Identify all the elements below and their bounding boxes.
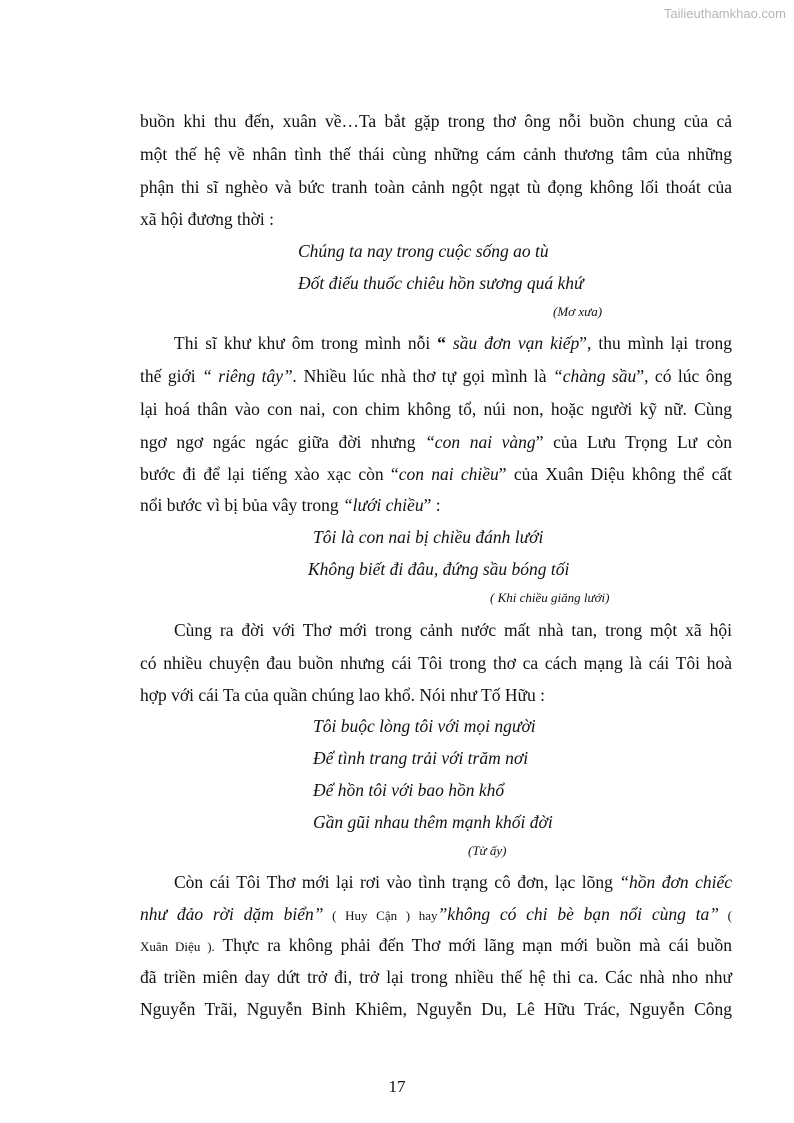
poem-1-line-1: Chúng ta nay trong cuộc sống ao tù [298, 241, 549, 261]
poem-2-line-2: Không biết đi đâu, đứng sầu bóng tối [308, 559, 570, 579]
paragraph-4-line-4: đã triền miên day dứt trở đi, trở lại trong nhiều thế hệ thi ca. Các nhà nho như [140, 967, 732, 987]
poem-1-source: (Mơ xưa) [553, 304, 603, 319]
poem-3-source: (Từ ấy) [468, 843, 507, 858]
paragraph-4-line-1: Còn cái Tôi Thơ mới lại rơi vào tình trạng cô đơn, lạc lõng “hồn đơn chiếc [174, 872, 732, 892]
paragraph-4-line-3: Xuân Diệu ). Thực ra không phải đến Thơ mới lãng mạn mới buồn mà cái buồn [140, 935, 732, 955]
paragraph-1-line-1: buồn khi thu đến, xuân về…Ta bắt gặp trong thơ ông nỗi buồn chung của cả [140, 111, 732, 131]
page-number: 17 [388, 1077, 406, 1096]
poem-3-line-4: Gần gũi nhau thêm mạnh khối đời [313, 812, 553, 832]
poem-3-line-1: Tôi buộc lòng tôi với mọi người [313, 716, 536, 736]
paragraph-2-line-4: ngơ ngơ ngác ngác giữa đời nhưng “con nai vàng” của Lưu Trọng Lư còn [140, 432, 732, 452]
paragraph-2-line-6: nổi bước vì bị bủa vây trong “lưới chiều” : [140, 495, 441, 515]
paragraph-2-line-5: bước đi để lại tiếng xào xạc còn “con nai chiều” của Xuân Diệu không thể cất [140, 464, 732, 484]
paragraph-1-line-3: phận thi sĩ nghèo và bức tranh toàn cảnh ngột ngạt tù đọng không lối thoát của [140, 177, 732, 197]
paragraph-1-line-2: một thế hệ về nhân tình thế thái cùng những cám cảnh thương tâm của những [140, 144, 732, 164]
paragraph-3-line-3: hợp với cái Ta của quần chúng lao khổ. Nói như Tố Hữu : [140, 685, 545, 705]
paragraph-2-line-2: thế giới “ riêng tây”. Nhiều lúc nhà thơ tự gọi mình là “chàng sầu”, có lúc ông [140, 366, 733, 386]
paragraph-2-line-3: lại hoá thân vào con nai, con chim không tổ, núi non, hoặc người kỹ nữ. Cùng [140, 399, 732, 419]
paragraph-2-line-1: Thi sĩ khư khư ôm trong mình nỗi “ sầu đơn vạn kiếp”, thu mình lại trong [174, 333, 732, 353]
paragraph-1-line-4: xã hội đương thời : [140, 209, 274, 229]
poem-2-source: ( Khi chiều giăng lưới) [490, 590, 610, 605]
paragraph-4-line-5: Nguyễn Trãi, Nguyễn Bỉnh Khiêm, Nguyễn Du, Lê Hữu Trác, Nguyễn Công [140, 999, 732, 1019]
paragraph-3-line-2: có nhiều chuyện đau buồn nhưng cái Tôi trong thơ ca cách mạng là cái Tôi hoà [140, 653, 732, 673]
poem-2-line-1: Tôi là con nai bị chiều đánh lưới [313, 527, 544, 547]
watermark: Tailieuthamkhao.com [663, 6, 786, 21]
poem-1-line-2: Đốt điếu thuốc chiêu hồn sương quá khứ [298, 273, 584, 293]
poem-3-line-3: Để hồn tôi với bao hồn khổ [313, 780, 505, 800]
poem-3-line-2: Để tình trang trải với trăm nơi [313, 748, 529, 768]
paragraph-4-line-2: như đảo rời dặm biển” ( Huy Cận ) hay”không có chi bè bạn nổi cùng ta” ( [140, 904, 732, 924]
paragraph-3-line-1: Cùng ra đời với Thơ mới trong cảnh nước mất nhà tan, trong một xã hội [174, 620, 732, 640]
